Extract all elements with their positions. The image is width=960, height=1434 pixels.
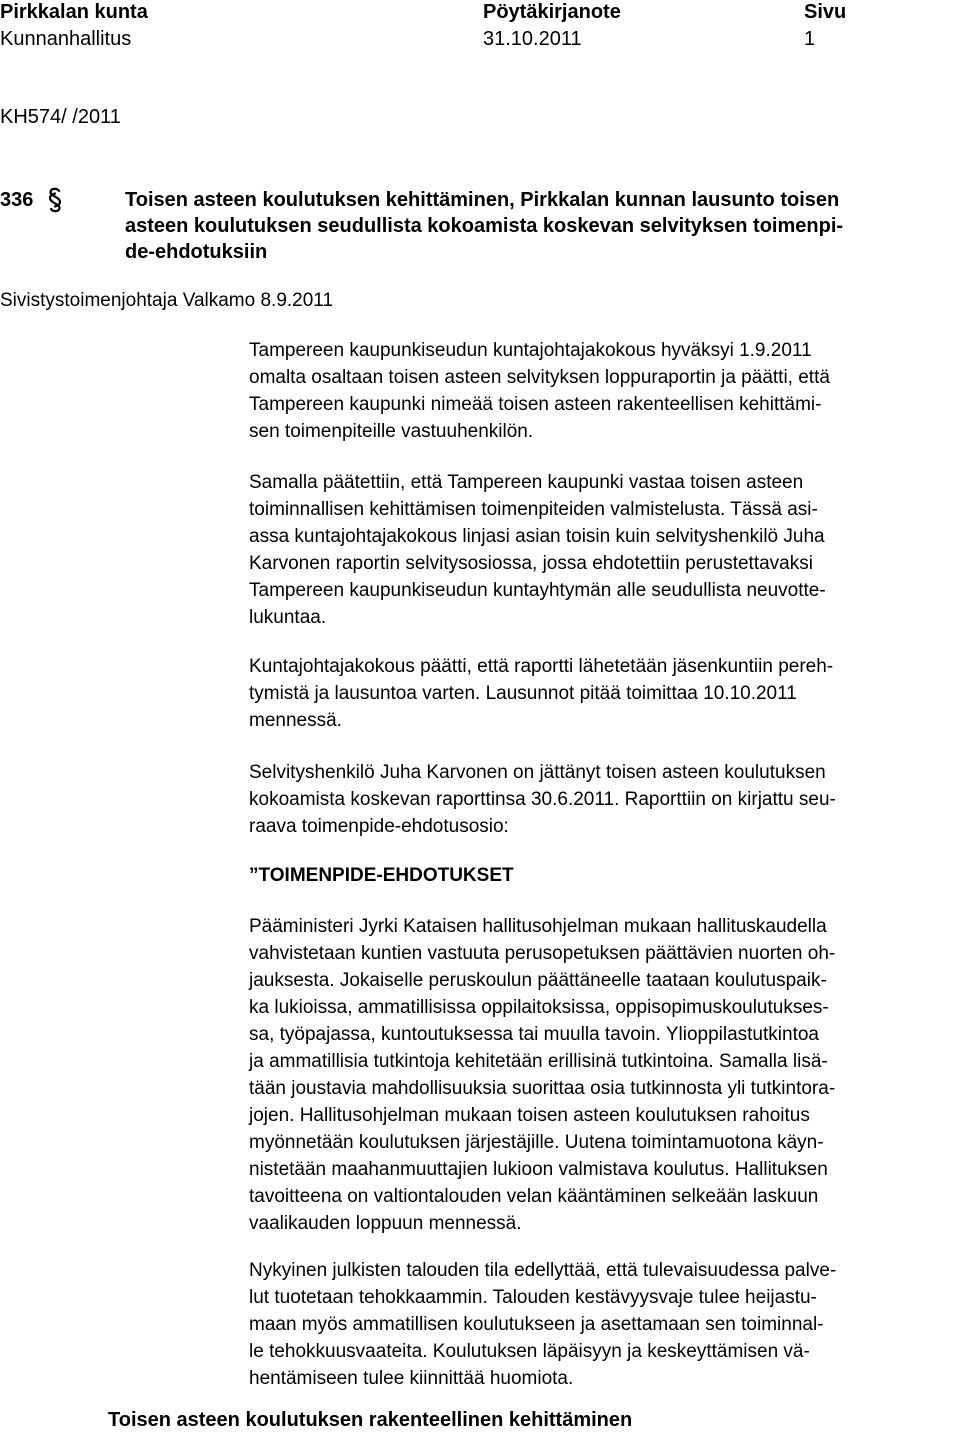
text-line: Selvityshenkilö Juha Karvonen on jättänyt toisen asteen koulutuksen <box>249 762 826 783</box>
reference-number: KH574/ /2011 <box>0 106 121 128</box>
text-line: jauksesta. Jokaiselle peruskoulun päättäneelle taataan koulutuspaik- <box>249 970 827 991</box>
text-line: vahvistetaan kuntien vastuuta perusopetuksen päättävien nuorten oh- <box>249 943 836 964</box>
text-line: Nykyinen julkisten talouden tila edellyttää, että tulevaisuudessa palve- <box>249 1260 837 1281</box>
text-line: toiminnallisen kehittämisen toimenpiteiden valmistelusta. Tässä asi- <box>249 499 818 520</box>
text-line: lukuntaa. <box>249 607 327 628</box>
preparer-line: Sivistystoimenjohtaja Valkamo 8.9.2011 <box>0 290 334 311</box>
text-line: ja ammatillisia tutkintoja kehitetään erillisinä tutkintoina. Samalla lisä- <box>249 1051 828 1072</box>
text-line: maan myös ammatillisen koulutukseen ja asettamaan sen toiminnal- <box>249 1314 824 1335</box>
paragraph <box>249 469 949 631</box>
paragraph <box>249 913 949 1237</box>
text-line: kokoamista koskevan raporttinsa 30.6.2011. Raporttiin on kirjattu seu- <box>249 789 836 810</box>
text-line: Samalla päätettiin, että Tampereen kaupunki vastaa toisen asteen <box>249 472 804 493</box>
text-line: nistetään maahanmuuttajien lukioon valmistava koulutus. Hallituksen <box>249 1159 828 1180</box>
organ-name: Kunnanhallitus <box>0 28 132 50</box>
page-number: 1 <box>804 28 816 50</box>
text-line: Tampereen kaupunkiseudun kuntajohtajakokous hyväksyi 1.9.2011 <box>249 340 812 361</box>
municipality-name: Pirkkalan kunta <box>0 1 148 23</box>
text-line: Pääministeri Jyrki Kataisen hallitusohjelman mukaan hallituskaudella <box>249 916 827 937</box>
text-line: myönnetään koulutuksen järjestäjille. Uutena toimintamuotona käyn- <box>249 1132 824 1153</box>
text-line: Tampereen kaupunkiseudun kuntayhtymän alle seudullista neuvotte- <box>249 580 826 601</box>
document-type: Pöytäkirjanote <box>483 1 621 23</box>
section-subheading: Toisen asteen koulutuksen rakenteellinen kehittäminen <box>108 1409 633 1431</box>
text-line: tymistä ja lausuntoa varten. Lausunnot pitää toimittaa 10.10.2011 <box>249 683 797 704</box>
text-line: lut tuotetaan tehokkaammin. Talouden kestävyysvaje tulee heijastu- <box>249 1287 817 1308</box>
text-line: raava toimenpide-ehdotusosio: <box>249 816 509 837</box>
item-title-line: Toisen asteen koulutuksen kehittäminen, Pirkkalan kunnan lausunto toisen <box>125 189 840 211</box>
paragraph <box>249 653 949 734</box>
text-line: Karvonen raportin selvitysosiossa, jossa ehdotettiin perustettavaksi <box>249 553 813 574</box>
item-title-line: asteen koulutuksen seudullista kokoamista koskevan selvityksen toimenpi- <box>125 215 844 237</box>
text-line: Tampereen kaupunki nimeää toisen asteen rakenteellisen kehittämi- <box>249 394 822 415</box>
paragraph <box>249 759 949 840</box>
text-line: sa, työpajassa, kuntoutuksessa tai muulla tavoin. Ylioppilastutkintoa <box>249 1024 819 1045</box>
text-line: sen toimenpiteille vastuuhenkilön. <box>249 421 534 442</box>
text-line: le tehokkuusvaateita. Koulutuksen läpäisyyn ja keskeyttämisen vä- <box>249 1341 810 1362</box>
paragraph <box>249 1257 949 1392</box>
text-line: Kuntajohtajakokous päätti, että raportti lähetetään jäsenkuntiin pereh- <box>249 656 834 677</box>
page-label: Sivu <box>804 1 847 23</box>
text-line: hentämiseen tulee kiinnittää huomiota. <box>249 1368 574 1389</box>
text-line: tavoitteena on valtiontalouden velan kääntäminen selkeään laskuun <box>249 1186 819 1207</box>
text-line: tään joustavia mahdollisuuksia suorittaa osia tutkinnosta yli tutkintora- <box>249 1078 836 1099</box>
text-line: vaalikauden loppuun mennessä. <box>249 1213 522 1234</box>
text-line: ka lukioissa, ammatillisissa oppilaitoksissa, oppisopimuskoulutukses- <box>249 997 829 1018</box>
text-line: jojen. Hallitusohjelman mukaan toisen asteen koulutuksen rahoitus <box>249 1105 810 1126</box>
text-line: assa kuntajohtajakokous linjasi asian toisin kuin selvityshenkilö Juha <box>249 526 825 547</box>
item-title-line: de-ehdotuksiin <box>125 241 268 263</box>
proposals-heading: ”TOIMENPIDE-EHDOTUKSET <box>249 865 514 886</box>
paragraph <box>249 337 949 445</box>
item-number: 336 <box>0 189 34 211</box>
section-sign-icon <box>44 186 66 214</box>
text-line: mennessä. <box>249 710 342 731</box>
text-line: omalta osaltaan toisen asteen selvityksen loppuraportin ja päätti, että <box>249 367 830 388</box>
meeting-date: 31.10.2011 <box>483 28 582 50</box>
